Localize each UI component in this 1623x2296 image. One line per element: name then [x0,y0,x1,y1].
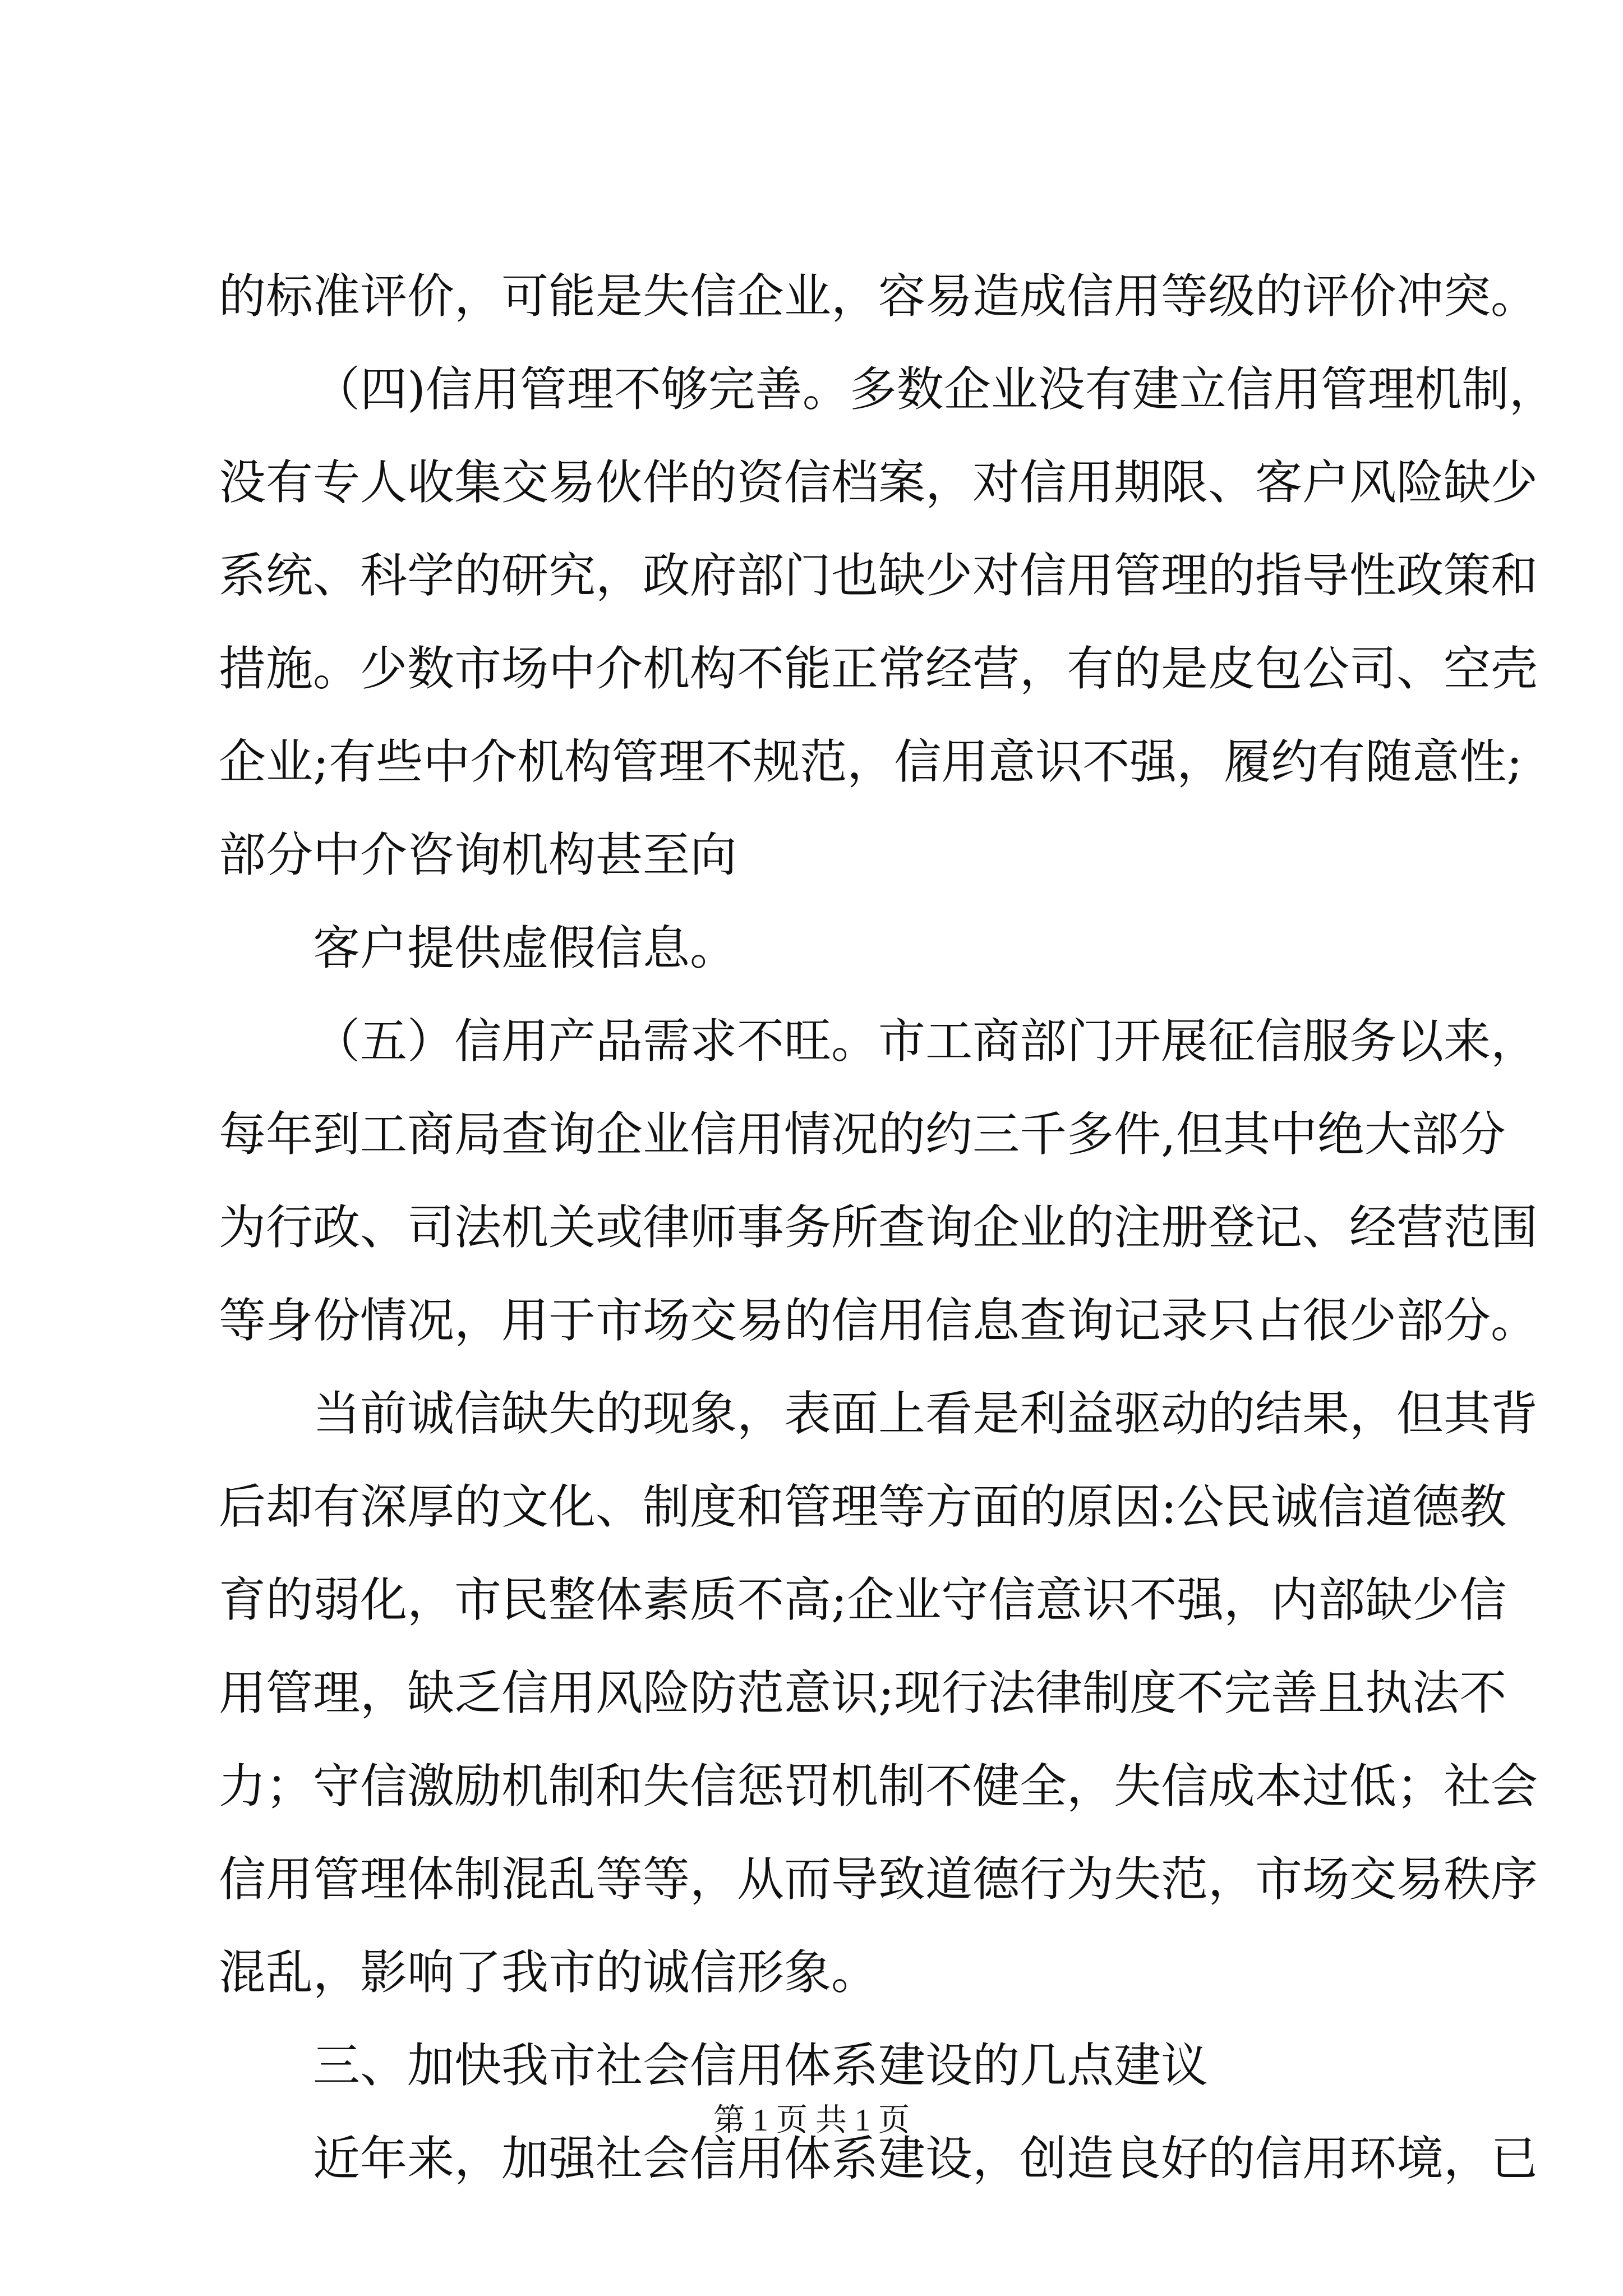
text-line: 信用管理体制混乱等等，从而导致道德行为失范，市场交易秩序 [219,1852,1538,1907]
text-line: 没有专人收集交易伙伴的资信档案，对信用期限、客户风险缺少 [219,455,1538,510]
section-three-heading: 三、加快我市社会信用体系建设的几点建议 [313,2038,1209,2093]
text-line: 为行政、司法机关或律师事务所查询企业的注册登记、经营范围 [219,1200,1538,1255]
text-line: 力；守信激励机制和失信惩罚机制不健全，失信成本过低；社会 [219,1759,1538,1814]
section-five-heading-line: （五）信用产品需求不旺。市工商部门开展征信服务以来， [313,1014,1538,1069]
paragraph-start-line: 当前诚信缺失的现象，表面上看是利益驱动的结果，但其背 [313,1386,1538,1441]
text-line: 用管理，缺乏信用风险防范意识;现行法律制度不完善且执法不 [219,1665,1507,1720]
text-line: 系统、科学的研究，政府部门也缺少对信用管理的指导性政策和 [219,548,1538,603]
paragraph-start-line: 近年来，加强社会信用体系建设，创造良好的信用环境，已 [313,2131,1538,2186]
section-four-heading-line: （四)信用管理不够完善。多数企业没有建立信用管理机制， [313,362,1556,417]
text-line: 客户提供虚假信息。 [313,921,737,976]
text-line: 混乱，影响了我市的诚信形象。 [219,1945,879,2000]
document-body [219,250,1556,2205]
text-line: 后却有深厚的文化、制度和管理等方面的原因:公民诚信道德教 [219,1479,1507,1534]
text-line: 育的弱化，市民整体素质不高;企业守信意识不强，内部缺少信 [219,1572,1507,1627]
text-line: 企业;有些中介机构管理不规范，信用意识不强，履约有随意性; [219,734,1523,789]
text-line: 部分中介咨询机构甚至向 [219,827,737,882]
text-line: 每年到工商局查询企业信用情况的约三千多件,但其中绝大部分 [219,1107,1506,1162]
text-line: 的标准评价，可能是失信企业，容易造成信用等级的评价冲突。 [219,269,1538,324]
text-line: 等身份情况，用于市场交易的信用信息查询记录只占很少部分。 [219,1293,1538,1348]
page-footer: 第 1 页 共 1 页 [713,2103,910,2138]
text-line: 措施。少数市场中介机构不能正常经营，有的是皮包公司、空壳 [219,641,1538,696]
